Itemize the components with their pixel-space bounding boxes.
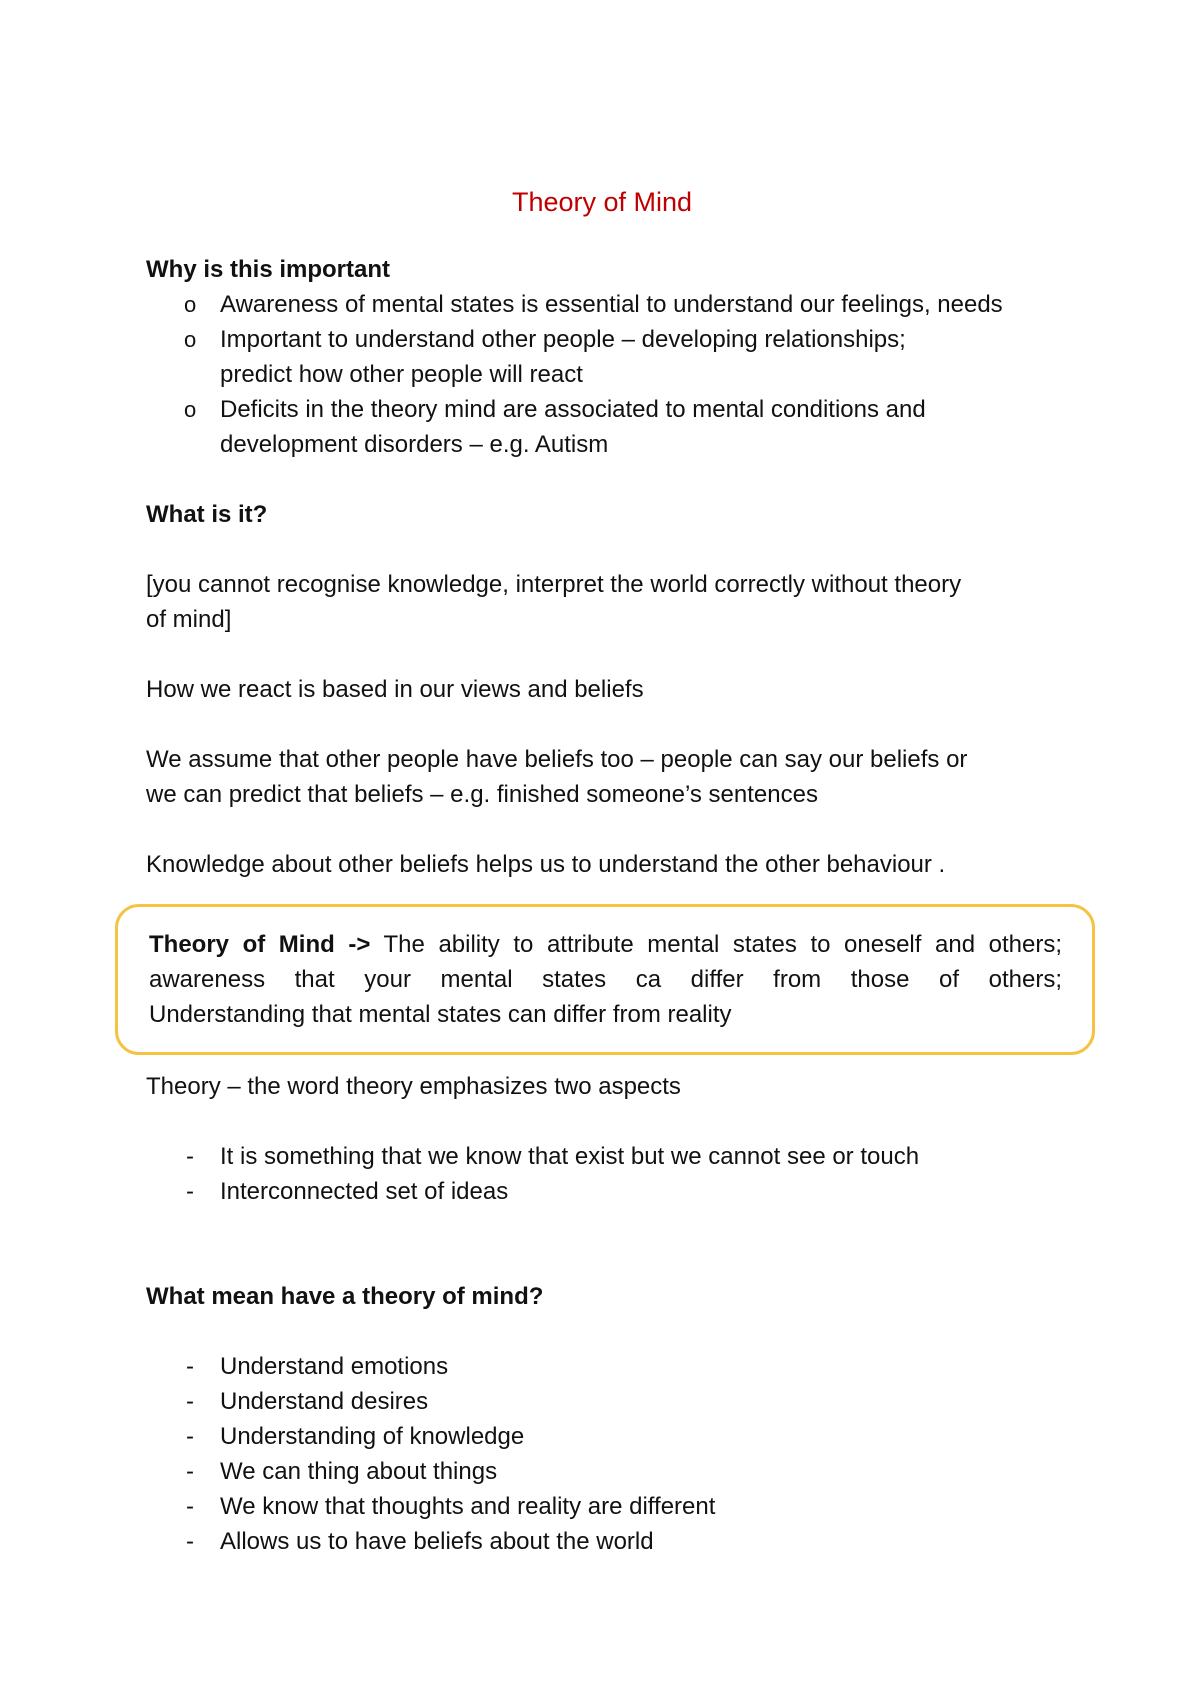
theory-aspects-list [146, 1139, 1062, 1209]
definition-line-3: Understanding that mental states can differ from reality [149, 1001, 732, 1028]
paragraph-react: How we react is based in our views and beliefs [146, 676, 644, 703]
page-title: Theory of Mind [511, 187, 693, 217]
definition-line-2: awareness that your mental states ca differ from those of others; [149, 966, 1062, 993]
list-item: - We can thing about things [146, 1454, 1062, 1489]
bullet-marker: - [186, 1458, 194, 1485]
definition-term: Theory of Mind -> [149, 931, 371, 958]
list-item: - It is something that we know that exist but we cannot see or touch [146, 1139, 1062, 1174]
bullet-marker: o [184, 327, 197, 352]
section-heading-what-mean: What mean have a theory of mind? [146, 1283, 544, 1310]
list-item: - Interconnected set of ideas [146, 1174, 1062, 1209]
list-item: o Awareness of mental states is essential to understand our feelings, needs [146, 287, 1062, 322]
document-content [146, 182, 1062, 1559]
section-heading-importance: Why is this important [146, 256, 391, 283]
bullet-marker: - [186, 1143, 194, 1170]
list-item: - Understand emotions [146, 1349, 1062, 1384]
definition-box [115, 904, 1095, 1055]
paragraph-assume: We assume that other people have beliefs too – people can say our beliefs or we can predict that beliefs – e.g. finished someone’s sentences [146, 746, 968, 808]
bullet-marker: - [186, 1353, 194, 1380]
bracket-note: [you cannot recognise knowledge, interpret the world correctly without theory of mind] [146, 571, 962, 633]
paragraph-theory-intro: Theory – the word theory emphasizes two aspects [146, 1073, 681, 1100]
importance-list [146, 287, 1062, 462]
list-item: o Deficits in the theory mind are associated to mental conditions and development disorders – e.g. Autism [146, 392, 1062, 462]
list-item: - Understand desires [146, 1384, 1062, 1419]
list-item: - Allows us to have beliefs about the world [146, 1524, 1062, 1559]
theory-of-mind-abilities-list [146, 1349, 1062, 1559]
definition-line-1: Theory of Mind -> The ability to attribute mental states to oneself and others; [149, 931, 1062, 958]
bullet-marker: o [184, 292, 197, 317]
bullet-marker: - [186, 1528, 194, 1555]
list-item: o Important to understand other people – developing relationships; predict how other people will react [146, 322, 1062, 392]
bullet-marker: - [186, 1493, 194, 1520]
bullet-marker: - [186, 1178, 194, 1205]
bullet-marker: - [186, 1423, 194, 1450]
section-heading-what-is-it: What is it? [146, 501, 268, 528]
list-item: - Understanding of knowledge [146, 1419, 1062, 1454]
paragraph-knowledge: Knowledge about other beliefs helps us to understand the other behaviour . [146, 851, 946, 878]
bullet-marker: - [186, 1388, 194, 1415]
bullet-marker: o [184, 397, 197, 422]
list-item: - We know that thoughts and reality are different [146, 1489, 1062, 1524]
